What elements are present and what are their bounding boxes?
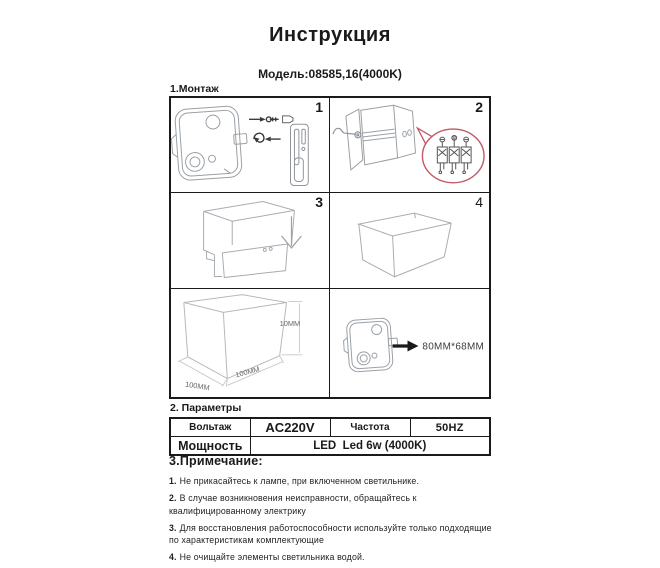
note-item-3 bbox=[169, 522, 499, 547]
montage-step-2 bbox=[330, 98, 489, 193]
param-frequency-label: Частота bbox=[330, 418, 410, 437]
step-number: 3 bbox=[315, 194, 323, 210]
param-power-label: Мощность bbox=[170, 437, 250, 456]
model-number: Модель:08585,16(4000K) bbox=[258, 67, 402, 81]
note-number: 4. bbox=[169, 552, 177, 562]
arrow-right-icon bbox=[393, 341, 419, 352]
wiring-callout bbox=[417, 128, 484, 183]
step-number: 4 bbox=[475, 194, 483, 210]
assembled-lamp-drawing bbox=[330, 193, 489, 288]
note-number: 3. bbox=[169, 522, 177, 533]
note-text: Не прикасайтесь к лампе, при включенном светильнике. bbox=[179, 476, 420, 486]
montage-grid bbox=[169, 96, 491, 399]
montage-step-3 bbox=[171, 193, 330, 289]
param-power-value: LED Led 6w (4000K) bbox=[250, 437, 490, 456]
mounting-plate-screws-drawing bbox=[171, 98, 329, 192]
step-number: 2 bbox=[475, 99, 483, 115]
param-frequency-value: 50HZ bbox=[410, 418, 490, 437]
montage-step-1 bbox=[171, 98, 330, 193]
plate-size-label: 80MM*68MM bbox=[422, 341, 485, 353]
note-item-2 bbox=[169, 492, 499, 517]
note-item-4 bbox=[169, 551, 499, 564]
param-voltage-label: Вольтаж bbox=[170, 418, 250, 437]
params-table bbox=[169, 417, 491, 456]
notes-heading: 3.Примечание: bbox=[169, 454, 263, 468]
plate-size-panel bbox=[330, 289, 489, 397]
page-title: Инструкция bbox=[269, 24, 391, 46]
note-item-1 bbox=[169, 475, 499, 488]
lamp-dimensions-drawing bbox=[171, 289, 329, 397]
height-dimension-label: 10MM bbox=[279, 319, 301, 329]
note-text: В случае возникновения неисправности, обращайтесь к квалифицированному электрику bbox=[169, 493, 417, 516]
montage-step-4 bbox=[330, 193, 489, 289]
section-params-label: 2. Параметры bbox=[170, 402, 242, 414]
note-text: Не очищайте элементы светильника водой. bbox=[179, 552, 365, 562]
depth-dimension-label: 100MM bbox=[184, 379, 211, 393]
dimensions-panel bbox=[171, 289, 330, 397]
note-number: 2. bbox=[169, 493, 177, 503]
notes-section bbox=[169, 454, 499, 568]
note-number: 1. bbox=[169, 476, 177, 486]
down-arrow-icon bbox=[282, 216, 302, 248]
note-text: Для восстановления работоспособности используйте только подходящие по характеристикам комплектующие bbox=[169, 522, 492, 545]
section-montage-label: 1.Монтаж bbox=[170, 83, 219, 95]
width-dimension-label: 100MM bbox=[234, 364, 261, 380]
plate-size-drawing bbox=[330, 289, 489, 397]
param-voltage-value: AC220V bbox=[250, 418, 330, 437]
step-number: 1 bbox=[315, 99, 323, 115]
lamp-body-drawing bbox=[171, 193, 329, 288]
lamp-mounting-drawing bbox=[330, 98, 489, 192]
